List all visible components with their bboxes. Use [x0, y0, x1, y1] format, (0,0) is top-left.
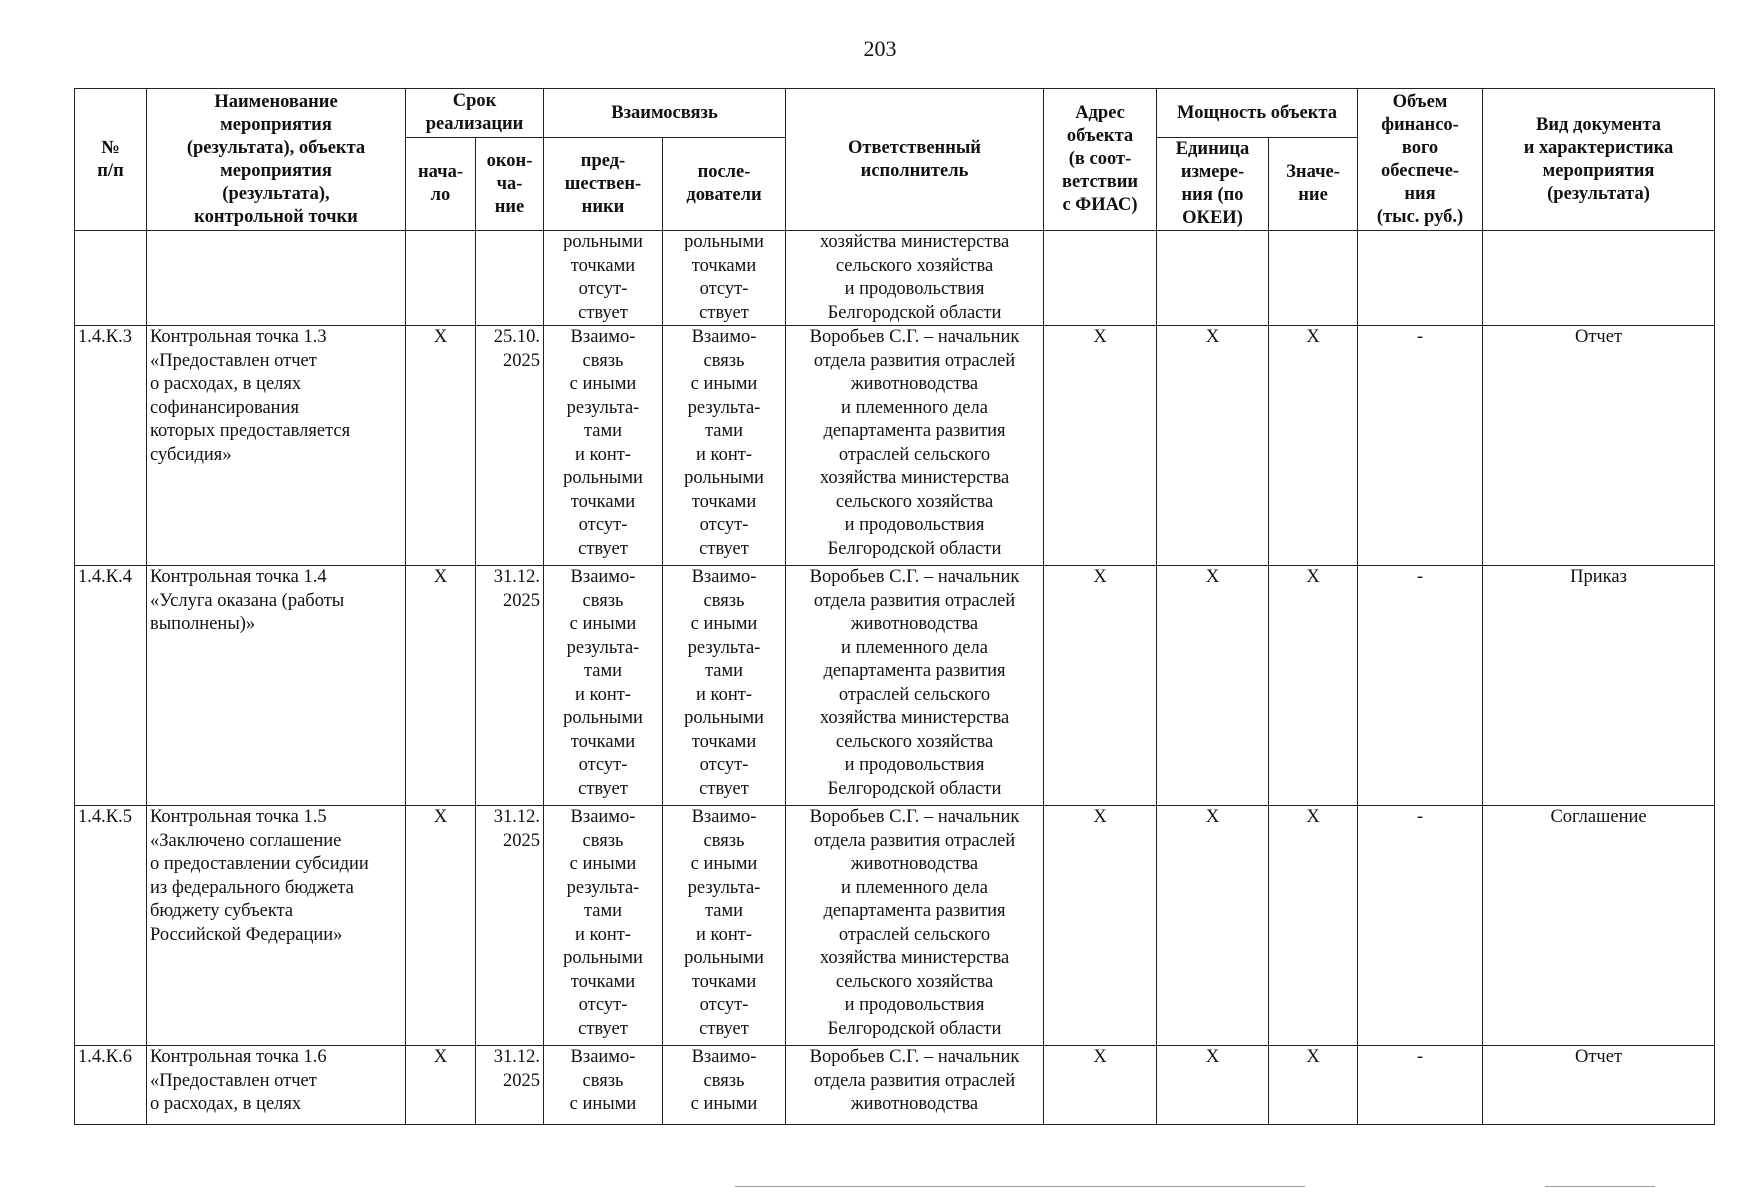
cell-next: Взаимо- связь с иными результа- тами и конт- рольными точками отсут- ствует	[663, 566, 786, 806]
cell-finance: -	[1358, 326, 1483, 566]
cell-num: 1.4.К.3	[75, 326, 147, 566]
cell-value: Х	[1269, 1046, 1358, 1125]
cell-next: Взаимо- связь с иными результа- тами и конт- рольными точками отсут- ствует	[663, 326, 786, 566]
cell-value: Х	[1269, 326, 1358, 566]
cell-address: Х	[1044, 806, 1157, 1046]
cell-unit: Х	[1157, 326, 1269, 566]
cell-name: Контрольная точка 1.6 «Предоставлен отчет о расходах, в целях	[147, 1046, 406, 1125]
cell-name: Контрольная точка 1.3 «Предоставлен отчет о расходах, в целях софинансирования которых предоставляется субсидия»	[147, 326, 406, 566]
cell-start	[406, 231, 476, 326]
cell-end: 31.12. 2025	[476, 1046, 544, 1125]
cell-name	[147, 231, 406, 326]
header-address: Адрес объекта (в соот- ветствии с ФИАС)	[1044, 89, 1157, 231]
cell-unit: Х	[1157, 566, 1269, 806]
cell-unit	[1157, 231, 1269, 326]
cell-end	[476, 231, 544, 326]
cell-name: Контрольная точка 1.5 «Заключено соглашение о предоставлении субсидии из федерального бюджета бюджету субъекта Российской Федерации»	[147, 806, 406, 1046]
header-num: № п/п	[75, 89, 147, 231]
header-relation-next: после- дователи	[663, 138, 786, 231]
cell-value: Х	[1269, 806, 1358, 1046]
cell-finance: -	[1358, 566, 1483, 806]
table-row-continuation	[75, 231, 1715, 326]
header-doc-type: Вид документа и характеристика мероприятия (результата)	[1483, 89, 1715, 231]
cell-prev: Взаимо- связь с иными результа- тами и конт- рольными точками отсут- ствует	[544, 566, 663, 806]
cell-start: Х	[406, 566, 476, 806]
control-points-table	[74, 88, 1715, 1125]
cell-prev: рольными точками отсут- ствует	[544, 231, 663, 326]
cell-address	[1044, 231, 1157, 326]
cell-prev: Взаимо- связь с иными	[544, 1046, 663, 1125]
header-relation-prev: пред- шествен- ники	[544, 138, 663, 231]
cell-address: Х	[1044, 326, 1157, 566]
header-finance: Объем финансо- вого обеспече- ния (тыс. руб.)	[1358, 89, 1483, 231]
header-capacity: Мощность объекта	[1157, 89, 1358, 138]
footer-line	[1545, 1186, 1655, 1187]
cell-num: 1.4.К.4	[75, 566, 147, 806]
cell-prev: Взаимо- связь с иными результа- тами и конт- рольными точками отсут- ствует	[544, 326, 663, 566]
cell-end: 25.10. 2025	[476, 326, 544, 566]
cell-address: Х	[1044, 1046, 1157, 1125]
header-period-end: окон- ча- ние	[476, 138, 544, 231]
cell-responsible: Воробьев С.Г. – начальник отдела развития отраслей животноводства и племенного дела департамента развития отраслей сельского хозяйства министерства сельского хозяйства и продовольствия Белгородской области	[786, 326, 1044, 566]
cell-doc: Соглашение	[1483, 806, 1715, 1046]
cell-unit: Х	[1157, 1046, 1269, 1125]
cell-doc: Приказ	[1483, 566, 1715, 806]
cell-name: Контрольная точка 1.4 «Услуга оказана (работы выполнены)»	[147, 566, 406, 806]
cell-responsible: Воробьев С.Г. – начальник отдела развития отраслей животноводства	[786, 1046, 1044, 1125]
header-row-1	[75, 89, 1715, 138]
cell-start: Х	[406, 806, 476, 1046]
cell-next: Взаимо- связь с иными	[663, 1046, 786, 1125]
cell-finance: -	[1358, 1046, 1483, 1125]
cell-end: 31.12. 2025	[476, 806, 544, 1046]
cell-finance	[1358, 231, 1483, 326]
cell-start: Х	[406, 1046, 476, 1125]
cell-prev: Взаимо- связь с иными результа- тами и конт- рольными точками отсут- ствует	[544, 806, 663, 1046]
page-number: 203	[863, 36, 897, 61]
cell-doc: Отчет	[1483, 326, 1715, 566]
cell-doc: Отчет	[1483, 1046, 1715, 1125]
cell-next: рольными точками отсут- ствует	[663, 231, 786, 326]
cell-responsible: Воробьев С.Г. – начальник отдела развития отраслей животноводства и племенного дела департамента развития отраслей сельского хозяйства министерства сельского хозяйства и продовольствия Белгородской области	[786, 566, 1044, 806]
cell-responsible: хозяйства министерства сельского хозяйства и продовольствия Белгородской области	[786, 231, 1044, 326]
table-row	[75, 806, 1715, 1046]
cell-num: 1.4.К.6	[75, 1046, 147, 1125]
header-capacity-unit: Единица измере- ния (по ОКЕИ)	[1157, 138, 1269, 231]
table-row	[75, 326, 1715, 566]
cell-responsible: Воробьев С.Г. – начальник отдела развития отраслей животноводства и племенного дела департамента развития отраслей сельского хозяйства министерства сельского хозяйства и продовольствия Белгородской области	[786, 806, 1044, 1046]
cell-value: Х	[1269, 566, 1358, 806]
cell-start: Х	[406, 326, 476, 566]
table-row	[75, 1046, 1715, 1125]
header-responsible: Ответственный исполнитель	[786, 89, 1044, 231]
footer-line	[735, 1186, 1305, 1187]
header-capacity-value: Значе- ние	[1269, 138, 1358, 231]
cell-finance: -	[1358, 806, 1483, 1046]
cell-num: 1.4.К.5	[75, 806, 147, 1046]
header-period-start: нача- ло	[406, 138, 476, 231]
cell-next: Взаимо- связь с иными результа- тами и конт- рольными точками отсут- ствует	[663, 806, 786, 1046]
cell-unit: Х	[1157, 806, 1269, 1046]
table-row	[75, 566, 1715, 806]
cell-end: 31.12. 2025	[476, 566, 544, 806]
header-name: Наименование мероприятия (результата), объекта мероприятия (результата), контрольной точки	[147, 89, 406, 231]
header-relation: Взаимосвязь	[544, 89, 786, 138]
cell-value	[1269, 231, 1358, 326]
cell-num	[75, 231, 147, 326]
header-period: Срок реализации	[406, 89, 544, 138]
cell-doc	[1483, 231, 1715, 326]
cell-address: Х	[1044, 566, 1157, 806]
